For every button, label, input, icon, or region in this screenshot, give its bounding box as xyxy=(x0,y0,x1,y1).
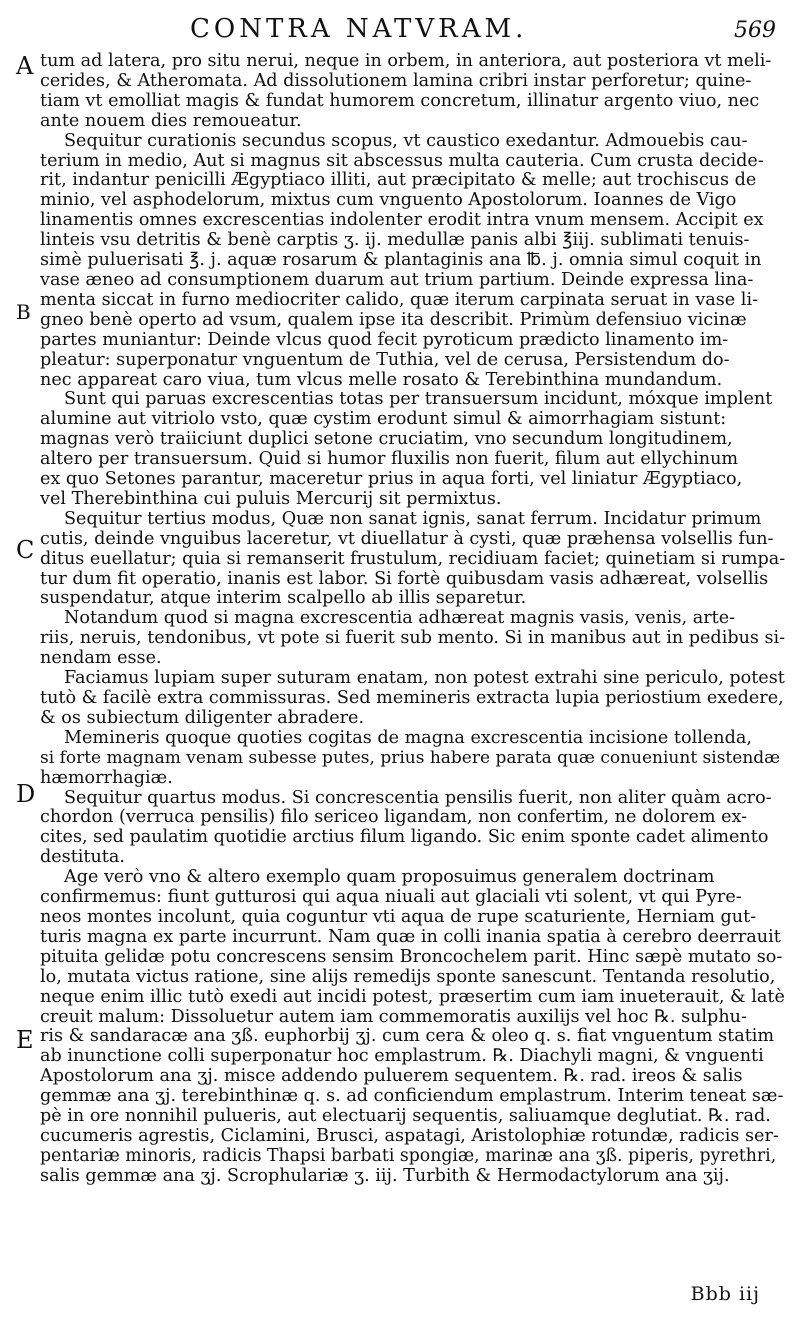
text-line: linamentis omnes excrescentias indolenter erodit intra vnum mensem. Accipit ex xyxy=(40,211,764,231)
text-line: linteis vsu detritis & benè carptis ʒ. ij. medullæ panis albi ℥iij. sublimati tenuis- xyxy=(40,231,750,251)
text-line: ante nouem dies remoueatur. xyxy=(40,111,302,131)
text-line: simè puluerisati ℥. j. aquæ rosarum & plantaginis ana ℔. j. omnia simul coquit in xyxy=(40,251,762,271)
margin-letter-b: B xyxy=(16,300,31,324)
text-line: gemmæ ana ʒj. terebinthinæ q. s. ad conficiendum emplastrum. Interim teneat sæ- xyxy=(40,1087,784,1107)
text-line: Sequitur curationis secundus scopus, vt caustico exedantur. Admouebis cau- xyxy=(64,131,748,151)
text-line: Sequitur quartus modus. Si concrescentia pensilis fuerit, non aliter quàm acro- xyxy=(64,788,772,808)
margin-letter-d: D xyxy=(16,780,36,808)
text-line: destituta. xyxy=(40,848,125,868)
text-line: terium in medio, Aut si magnus sit abscessus multa cauteria. Cum crusta decide- xyxy=(40,151,764,171)
text-line: tum ad latera, pro situ nerui, neque in orbem, in anteriora, aut posteriora vt meli- xyxy=(40,52,772,71)
page-number: 569 xyxy=(734,18,776,43)
text-line: confirmemus: fiunt gutturosi qui aqua niuali aut glaciali vti solent, vt qui Pyre- xyxy=(40,888,742,908)
text-line: salis gemmæ ana ʒj. Scrophulariæ ʒ. iij. Turbith & Hermodactylorum ana ʒij. xyxy=(40,1166,730,1186)
text-line: pleatur: superponatur vnguentum de Tuthia, vel de cerusa, Persistendum do- xyxy=(40,350,730,370)
text-line: chordon (verruca pensilis) filo sericeo ligandam, non confertim, ne dolorem ex- xyxy=(40,808,748,828)
text-line: ab inunctione colli superponatur hoc emplastrum. ℞. Diachyli magni, & vnguenti xyxy=(40,1047,764,1067)
text-line: pituita gelidæ potu concrescens sensim Broncochelem parit. Hinc sæpè mutato so- xyxy=(40,947,783,967)
text-line: vase æneo ad consumptionem duarum aut trium partium. Deinde expressa lina- xyxy=(40,270,754,290)
margin-letter-e: E xyxy=(16,1026,34,1054)
text-line: turis magna ex parte incurrunt. Nam quæ in colli inania spatia à cerebro deerrauit xyxy=(40,927,781,947)
signature-mark: Bbb iij xyxy=(690,1283,760,1305)
text-line: cucumeris agrestis, Ciclamini, Brusci, aspatagi, Aristolophiæ rotundæ, radicis ser- xyxy=(40,1126,779,1146)
text-line: nec appareat caro viua, tum vlcus melle rosato & Terebinthina mundandum. xyxy=(40,370,723,390)
text-line: cerides, & Atheromata. Ad dissolutionem lamina cribri instar perforetur; quine- xyxy=(40,71,752,91)
text-line: Sequitur tertius modus, Quæ non sanat ignis, sanat ferrum. Incidatur primum xyxy=(64,509,762,529)
text-line: hæmorrhagiæ. xyxy=(40,768,173,788)
text-line: & os subiectum diligenter abradere. xyxy=(40,708,365,728)
text-line: tiam vt emolliat magis & fundat humorem concretum, illinatur argento viuo, nec xyxy=(40,91,760,111)
text-line: Apostolorum ana ʒj. misce addendo puluerem sequentem. ℞. rad. ireos & salis xyxy=(40,1067,743,1087)
text-line: cites, sed paulatim quotidie arctius filum ligando. Sic enim sponte cadet alimento xyxy=(40,828,769,848)
margin-letter-c: C xyxy=(16,536,35,564)
text-line: rit, indantur penicilli Ægyptiaco illiti, aut præcipitato & melle; aut trochiscus de xyxy=(40,171,757,191)
body-text xyxy=(40,52,788,1187)
text-line: cutis, deinde vnguibus laceretur, vt diuellatur à cysti, quæ præhensa volsellis fun- xyxy=(40,529,774,549)
text-line: ditus euellatur; quia si remanserit frustulum, recidiuam faciet; quinetiam si rumpa- xyxy=(40,549,786,569)
text-line: alumine aut vitriolo vsto, quæ cystim erodunt simul & aimorrhagiam sistunt: xyxy=(40,410,727,430)
text-line: menta siccat in furno mediocriter calido, quæ iterum carpinata seruat in vase li- xyxy=(40,290,759,310)
text-line: Notandum quod si magna excrescentia adhæreat magnis vasis, venis, arte- xyxy=(64,609,736,629)
text-line: minio, vel asphodelorum, mixtus cum vnguento Apostolorum. Ioannes de Vigo xyxy=(40,191,737,211)
text-line: Sunt qui paruas excrescentias totas per transuersum incidunt, móxque implent xyxy=(64,390,773,410)
text-line: altero per transuersum. Quid si humor fluxilis non fuerit, filum aut ellychinum xyxy=(40,450,739,470)
text-line: riis, neruis, tendonibus, vt pote si fuerit sub mento. Si in manibus aut in pedibus si- xyxy=(40,629,786,649)
text-line: ris & sandaracæ ana ʒß. euphorbij ʒj. cum cera & oleo q. s. fiat vnguentum statim xyxy=(40,1027,775,1047)
text-line: neos montes incolunt, quia coguntur vti aqua de rupe scaturiente, Herniam gut- xyxy=(40,907,757,927)
text-line: neque enim illic tutò exedi aut incidi potest, præsertim cum iam inueterauit, & latè xyxy=(40,987,785,1007)
text-line: magnas verò traiiciunt duplici setone cruciatim, vno secundum longitudinem, xyxy=(40,430,733,450)
running-title: CONTRA NATVRAM. xyxy=(190,14,528,44)
text-line: creuit malum: Dissoluetur autem iam commemoratis auxilijs vel hoc ℞. sulphu- xyxy=(40,1007,747,1027)
text-line: pentariæ minoris, radicis Thapsi barbati spongiæ, marinæ ana ʒß. piperis, pyrethri, xyxy=(40,1146,777,1166)
page-header xyxy=(0,14,800,50)
text-line: Age verò vno & altero exemplo quam proposuimus generalem doctrinam xyxy=(64,868,715,888)
text-line: lo, mutata victus ratione, sine alijs remedijs sponte sanescunt. Tentanda resolutio, xyxy=(40,967,776,987)
text-line: si forte magnam venam subesse putes, prius habere parata quæ conueniunt sistendæ xyxy=(40,748,781,768)
text-line: nendam esse. xyxy=(40,649,162,669)
text-line: partes muniantur: Deinde vlcus quod fecit pyroticum prædicto linamento im- xyxy=(40,330,729,350)
text-line: tur dum fit operatio, inanis est labor. Si fortè quibusdam vasis adhæreat, volsellis xyxy=(40,569,769,589)
text-line: Memineris quoque quoties cogitas de magna excrescentia incisione tollenda, xyxy=(64,728,752,748)
text-line: Faciamus lupiam super suturam enatam, non potest extrahi sine periculo, potest xyxy=(64,669,785,689)
text-line: vel Therebinthina cui puluis Mercurij sit permixtus. xyxy=(40,489,502,509)
text-line: gneo benè operto ad vsum, qualem ipse ita describit. Primùm defensiuo vicinæ xyxy=(40,310,747,330)
margin-letter-a: A xyxy=(16,52,34,80)
text-line: ex quo Setones parantur, maceretur prius in aqua forti, vel liniatur Ægyptiaco, xyxy=(40,470,743,490)
text-line: pè in ore nonnihil pulueris, aut electuarij sequentis, saliuamque deglutiat. ℞. rad. xyxy=(40,1107,771,1127)
text-line: suspendatur, atque interim scalpello ab illis separetur. xyxy=(40,589,527,609)
text-line: tutò & facilè extra commissuras. Sed memineris extracta lupia periostium exedere, xyxy=(40,689,784,708)
